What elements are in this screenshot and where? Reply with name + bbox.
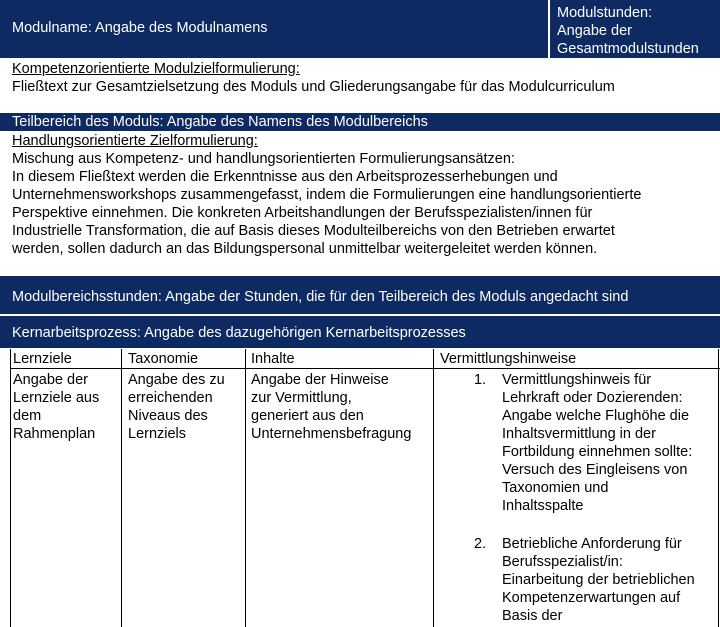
modulname-header: [0, 0, 548, 58]
cell-taxonomie: [128, 371, 244, 471]
kompetenz-section: [12, 60, 712, 110]
modulstunden-header: [550, 0, 720, 58]
stunden-bar-text: Modulbereichsstunden: Angabe der Stunden, die für den Teilbereich des Moduls angedacht sind: [12, 289, 629, 305]
table-col-divider-1: [121, 349, 122, 627]
taxonomie-line-4: Lernziels: [128, 426, 187, 442]
inhalte-line-3: generiert aus den: [251, 408, 364, 424]
teilbereich-line-4: Perspektive einnehmen. Die konkreten Arbeitshandlungen der Berufsspezialisten/innen für: [12, 205, 593, 221]
hinweis-2-line-2: Berufsspezialist/in:: [502, 554, 623, 570]
handlungs-heading: Handlungsorientierte Zielformulierung:: [12, 133, 258, 149]
hinweis-2-line-1: Betriebliche Anforderung für: [502, 536, 682, 552]
modulstunden-line-2: Angabe der: [557, 23, 632, 39]
modulstunden-line-1: Modulstunden:: [557, 5, 653, 21]
table-col-divider-2: [245, 349, 246, 627]
hinweis-1-line-3: Angabe welche Flughöhe die: [502, 408, 690, 424]
hinweis-1-line-4: Inhaltsvermittlung in der: [502, 426, 656, 442]
hinweis-2-line-4: Kompetenzerwartungen auf: [502, 590, 681, 606]
col-header-inhalte: Inhalte: [251, 351, 295, 367]
hinweis-1-line-8: Inhaltsspalte: [502, 498, 584, 514]
hinweis-1-line-2: Lehrkraft oder Dozierenden:: [502, 390, 683, 406]
teilbereich-body: [12, 132, 716, 272]
hinweis-item-2: [434, 535, 718, 625]
teilbereich-line-1: Mischung aus Kompetenz- und handlungsorientierten Formulierungsansätzen:: [12, 151, 515, 167]
lernziele-line-4: Rahmenplan: [13, 426, 96, 442]
table-header-rule: [10, 368, 720, 369]
taxonomie-line-1: Angabe des zu: [128, 372, 225, 388]
col-header-taxonomie: Taxonomie: [128, 351, 199, 367]
hinweis-2-line-5: Basis der: [502, 608, 563, 624]
hinweis-1-line-1: Vermittlungshinweis für: [502, 372, 652, 388]
inhalte-line-2: zur Vermittlung,: [251, 390, 352, 406]
hinweis-2-line-3: Einarbeitung der betrieblichen: [502, 572, 695, 588]
cell-lernziele: [13, 371, 119, 471]
stunden-bar: [0, 276, 720, 314]
hinweis-1-line-7: Taxonomien und: [502, 480, 609, 496]
kernarbeit-bar-text: Kernarbeitsprozess: Angabe des dazugehörigen Kernarbeitsprozesses: [12, 325, 466, 341]
hinweis-num-2: 2.: [474, 536, 487, 552]
teilbereich-bar: [0, 113, 720, 131]
hinweis-num-1: 1.: [474, 372, 487, 388]
lernziele-line-1: Angabe der: [13, 372, 88, 388]
table-border-right: [718, 349, 719, 627]
modulstunden-line-3: Gesamtmodulstunden: [557, 41, 699, 57]
inhalte-line-1: Angabe der Hinweise: [251, 372, 389, 388]
cell-vermittlungshinweise: [434, 371, 718, 627]
table-border-left: [10, 349, 11, 627]
taxonomie-line-3: Niveaus des: [128, 408, 208, 424]
kompetenz-heading: Kompetenzorientierte Modulzielformulierung:: [12, 61, 300, 77]
kernarbeit-bar: [0, 316, 720, 348]
cell-inhalte: [251, 371, 432, 471]
hinweis-1-line-5: Fortbildung einnehmen sollte:: [502, 444, 693, 460]
modulname-text: Modulname: Angabe des Modulnamens: [12, 20, 268, 36]
kompetenz-text: Fließtext zur Gesamtzielsetzung des Moduls und Gliederungsangabe für das Modulcurriculum: [12, 79, 615, 95]
taxonomie-line-2: erreichenden: [128, 390, 213, 406]
lernziele-line-3: dem: [13, 408, 42, 424]
teilbereich-line-2: In diesem Fließtext werden die Erkenntnisse aus den Arbeitsprozesserhebungen und: [12, 169, 558, 185]
inhalte-line-4: Unternehmensbefragung: [251, 426, 412, 442]
col-header-lernziele: Lernziele: [13, 351, 72, 367]
teilbereich-line-6: werden, sollen dadurch an das Bildungspersonal unmittelbar weitergeleitet werden können.: [12, 241, 598, 257]
col-header-vermittlungshinweise: Vermittlungshinweise: [440, 351, 577, 367]
hinweis-item-1: [434, 371, 718, 515]
hinweis-1-line-6: Versuch des Eingleisens von: [502, 462, 688, 478]
teilbereich-line-3: Unternehmensworkshops zusammengefasst, indem die Formulierungen eine handlungsorientierte: [12, 187, 642, 203]
lernziele-line-2: Lernziele aus: [13, 390, 100, 406]
teilbereich-line-5: Industrielle Transformation, die auf Basis dieses Modulteilbereichs von den Betrieben erwartet: [12, 223, 615, 239]
teilbereich-bar-text: Teilbereich des Moduls: Angabe des Namens des Modulbereichs: [12, 114, 428, 130]
